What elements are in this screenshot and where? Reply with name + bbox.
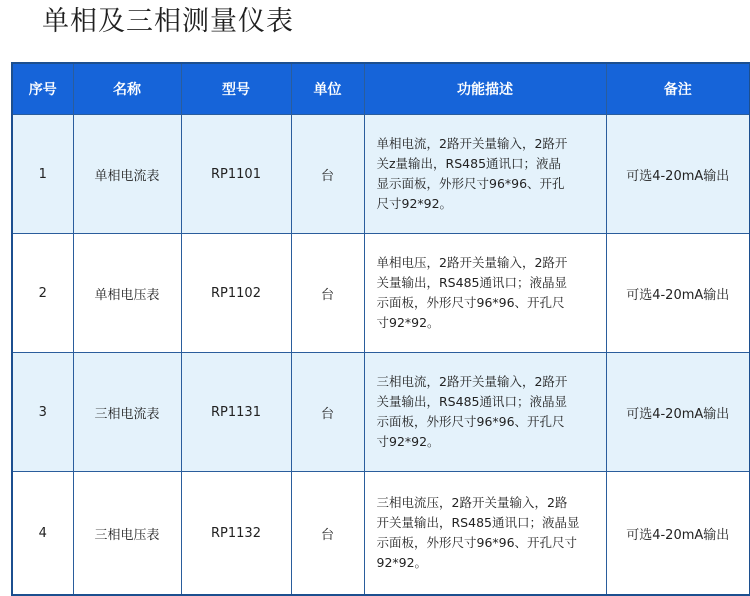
column-header-unit: 单位 bbox=[291, 63, 364, 115]
table-row bbox=[12, 472, 750, 596]
row-description-text: 三相电流，2路开关量输入，2路开 关量输出，RS485通讯口；液晶显 示面板，外形尺寸96*96、开孔尺 寸92*92。 bbox=[376, 374, 568, 449]
table-header-row bbox=[12, 63, 750, 115]
row-unit-cell: 台 bbox=[291, 234, 364, 353]
column-header-name: 名称 bbox=[73, 63, 181, 115]
column-header-model: 型号 bbox=[181, 63, 291, 115]
row-description-cell bbox=[364, 472, 606, 596]
column-header-description: 功能描述 bbox=[364, 63, 606, 115]
row-description-text: 三相电流压，2路开关量输入，2路 开关量输出，RS485通讯口；液晶显 示面板，外形尺寸96*96、开孔尺寸 92*92。 bbox=[376, 495, 580, 570]
row-index-cell: 1 bbox=[12, 115, 73, 234]
column-header-remark: 备注 bbox=[606, 63, 750, 115]
row-remark-cell: 可选4-20mA输出 bbox=[606, 115, 750, 234]
table-row bbox=[12, 234, 750, 353]
row-description-cell bbox=[364, 234, 606, 353]
row-unit-cell: 台 bbox=[291, 115, 364, 234]
row-index-cell: 4 bbox=[12, 472, 73, 596]
page-title: 单相及三相测量仪表 bbox=[42, 6, 294, 37]
row-model-cell: RP1102 bbox=[181, 234, 291, 353]
row-index-cell: 3 bbox=[12, 353, 73, 472]
row-description-cell bbox=[364, 115, 606, 234]
row-description-text: 单相电压，2路开关量输入，2路开 关量输出，RS485通讯口；液晶显 示面板，外形尺寸96*96、开孔尺 寸92*92。 bbox=[376, 255, 568, 330]
row-model-cell: RP1132 bbox=[181, 472, 291, 596]
table-row bbox=[12, 115, 750, 234]
row-name-cell: 单相电流表 bbox=[73, 115, 181, 234]
row-model-cell: RP1131 bbox=[181, 353, 291, 472]
row-name-cell: 三相电流表 bbox=[73, 353, 181, 472]
column-header-index: 序号 bbox=[12, 63, 73, 115]
row-description-cell bbox=[364, 353, 606, 472]
row-name-cell: 单相电压表 bbox=[73, 234, 181, 353]
row-unit-cell: 台 bbox=[291, 472, 364, 596]
table-row bbox=[12, 353, 750, 472]
row-description-text: 单相电流，2路开关量输入，2路开 关z量输出，RS485通讯口；液晶 显示面板，外形尺寸96*96、开孔 尺寸92*92。 bbox=[376, 136, 568, 211]
row-remark-cell: 可选4-20mA输出 bbox=[606, 234, 750, 353]
product-spec-table bbox=[11, 62, 750, 596]
row-index-cell: 2 bbox=[12, 234, 73, 353]
row-unit-cell: 台 bbox=[291, 353, 364, 472]
row-name-cell: 三相电压表 bbox=[73, 472, 181, 596]
row-model-cell: RP1101 bbox=[181, 115, 291, 234]
row-remark-cell: 可选4-20mA输出 bbox=[606, 353, 750, 472]
row-remark-cell: 可选4-20mA输出 bbox=[606, 472, 750, 596]
